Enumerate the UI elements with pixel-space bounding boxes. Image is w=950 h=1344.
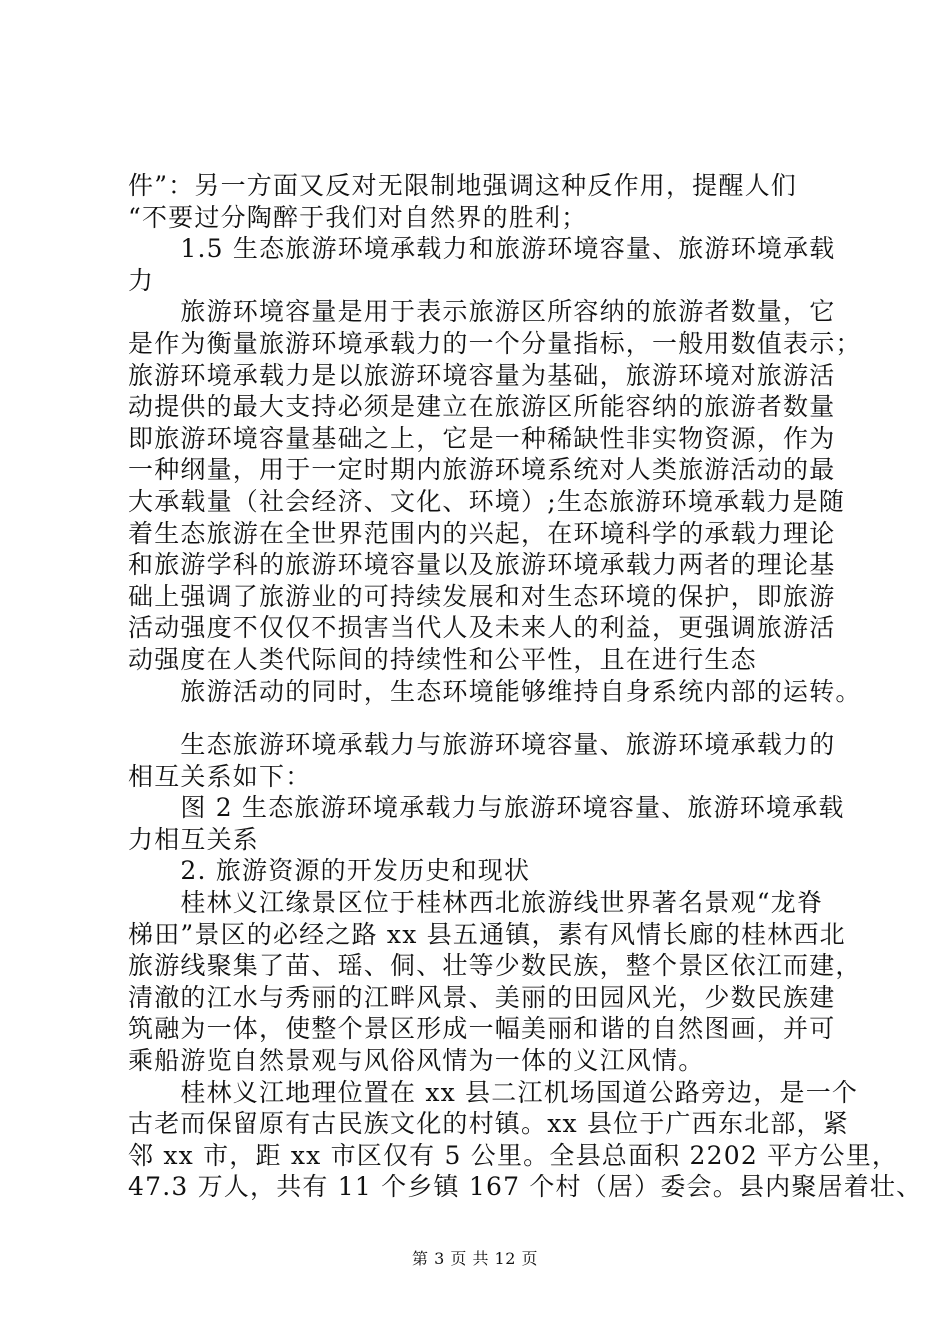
text-line: 是作为衡量旅游环境承载力的一个分量指标，一般用数值表示； (128, 328, 862, 358)
text-line: “不要过分陶醉于我们对自然界的胜利； (128, 202, 588, 232)
text-line: 件”：另一方面又反对无限制地强调这种反作用，提醒人们 (128, 171, 797, 200)
figure-caption-line: 力相互关系 (128, 824, 260, 854)
text-line: 生态旅游环境承载力与旅游环境容量、旅游环境承载力的 (128, 730, 836, 760)
text-line: 动强度在人类代际间的持续性和公平性，且在进行生态 (128, 644, 757, 674)
blank-line (128, 707, 840, 729)
text-line: 邻 xx 市，距 xx 市区仅有 5 公里。全县总面积 2202 平方公里， (128, 1140, 899, 1170)
text-line: 古老而保留原有古民族文化的村镇。xx 县位于广西东北部，紧 (128, 1109, 849, 1139)
text-line: 旅游活动的同时，生态环境能够维持自身系统内部的运转。 (128, 676, 862, 706)
text-line: 即旅游环境容量基础之上，它是一种稀缺性非实物资源，作为 (128, 423, 836, 453)
text-line: 乘船游览自然景观与风俗风情为一体的义江风情。 (128, 1046, 705, 1076)
text-line: 旅游线聚集了苗、瑶、侗、壮等少数民族，整个景区依江而建， (128, 951, 862, 981)
text-line: 大承载量（社会经济、文化、环境）;生态旅游环境承载力是随 (128, 486, 846, 516)
text-line: 一种纲量，用于一定时期内旅游环境系统对人类旅游活动的最 (128, 455, 836, 485)
text-line: 着生态旅游在全世界范围内的兴起，在环境科学的承载力理论 (128, 518, 836, 548)
section-heading-line: 1.5 生态旅游环境承载力和旅游环境容量、旅游环境承载 (128, 234, 836, 264)
text-line: 础上强调了旅游业的可持续发展和对生态环境的保护，即旅游 (128, 581, 836, 611)
text-line: 清澈的江水与秀丽的江畔风景、美丽的田园风光，少数民族建 (128, 982, 836, 1012)
section-heading-line: 力 (128, 265, 155, 295)
text-line: 动提供的最大支持必须是建立在旅游区所能容纳的旅游者数量 (128, 392, 836, 422)
text-line: 和旅游学科的旅游环境容量以及旅游环境承载力两者的理论基 (128, 550, 836, 580)
text-line: 旅游环境容量是用于表示旅游区所容纳的旅游者数量，它 (128, 297, 836, 327)
text-line: 活动强度不仅仅不损害当代人及未来人的利益，更强调旅游活 (128, 613, 836, 643)
figure-caption-line: 图 2 生态旅游环境承载力与旅游环境容量、旅游环境承载 (128, 793, 845, 823)
section-heading-line: 2. 旅游资源的开发历史和现状 (128, 856, 531, 886)
text-line: 47.3 万人，共有 11 个乡镇 167 个村（居）委会。县内聚居着壮、 (128, 1172, 923, 1202)
text-line: 桂林义江地理位置在 xx 县二江机场国道公路旁边，是一个 (128, 1077, 859, 1107)
text-line: 相互关系如下： (128, 761, 312, 791)
text-line: 梯田”景区的必经之路 xx 县五通镇，素有风情长廊的桂林西北 (128, 919, 846, 949)
page-number-footer: 第 3 页 共 12 页 (412, 1249, 538, 1268)
text-line: 桂林义江缘景区位于桂林西北旅游线世界著名景观“龙脊 (128, 888, 824, 918)
body-text (128, 170, 923, 1203)
text-line: 筑融为一体，使整个景区形成一幅美丽和谐的自然图画，并可 (128, 1014, 836, 1044)
text-line: 旅游环境承载力是以旅游环境容量为基础，旅游环境对旅游活 (128, 360, 836, 390)
